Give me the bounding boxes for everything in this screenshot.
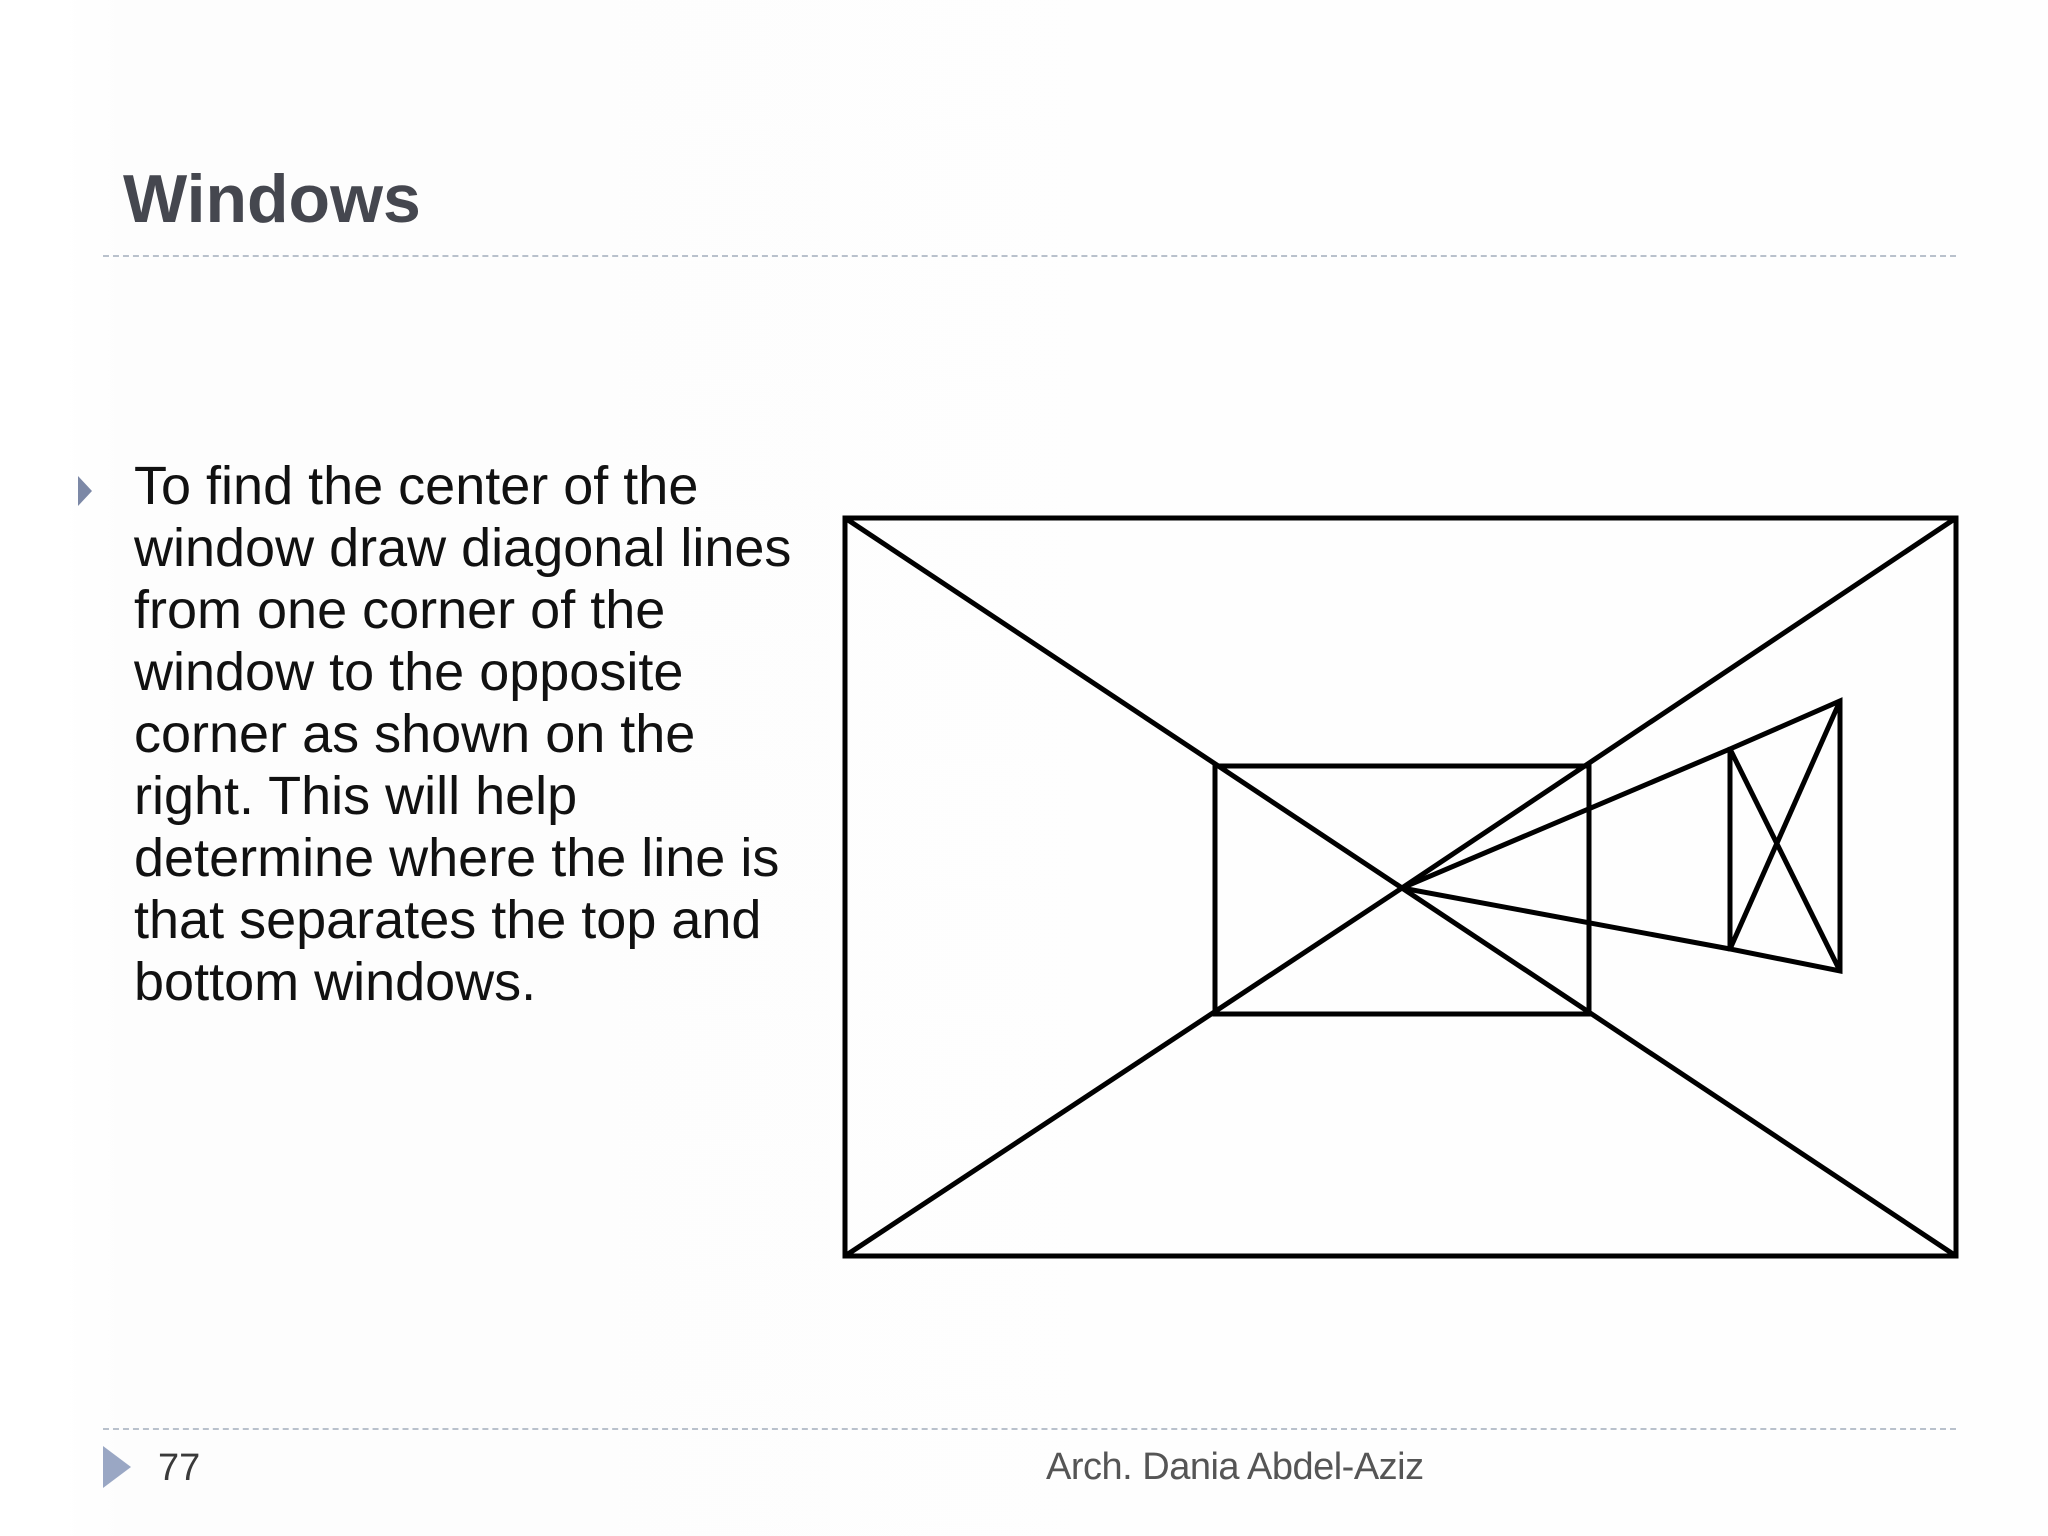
outer-diagonal-top-right bbox=[1402, 518, 1956, 888]
footer-divider bbox=[103, 1428, 1956, 1430]
perspective-line-top bbox=[1402, 749, 1730, 888]
perspective-diagonal-a bbox=[1730, 749, 1840, 971]
footer-triangle-icon bbox=[103, 1446, 131, 1488]
slide-title: Windows bbox=[123, 161, 421, 237]
bullet-text: To find the center of the window draw diagonal lines from one corner of the window to the opposite corner as shown on the right. This will help determine where the line is that separates the top and bottom windows. bbox=[134, 456, 792, 1012]
perspective-diagonal-b bbox=[1730, 701, 1840, 949]
outer-diagonal-bottom-left bbox=[845, 888, 1402, 1256]
outer-diagonal-bottom-right bbox=[1402, 888, 1956, 1256]
outer-diagonal-top-left bbox=[845, 518, 1402, 888]
footer-author: Arch. Dania Abdel-Aziz bbox=[1046, 1446, 1424, 1488]
page-number: 77 bbox=[158, 1447, 201, 1489]
